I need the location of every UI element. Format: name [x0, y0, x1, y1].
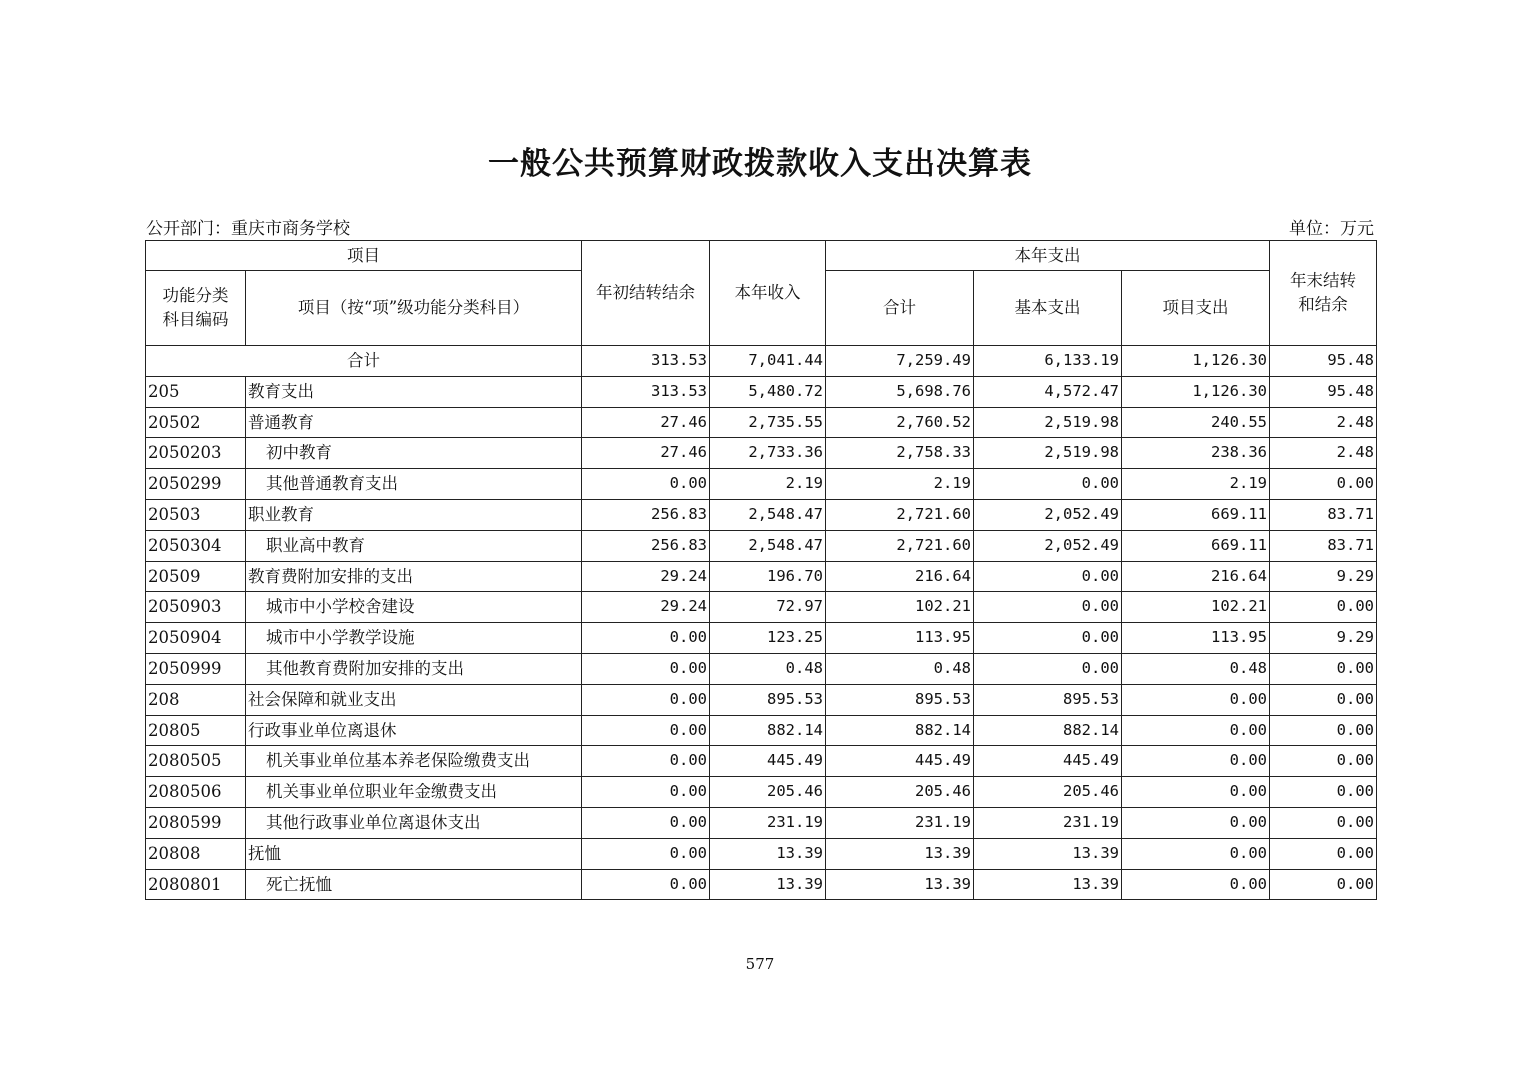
total-opening: 313.53: [582, 346, 710, 377]
row-project: 102.21: [1122, 592, 1270, 623]
row-opening: 0.00: [582, 684, 710, 715]
row-closing: 2.48: [1270, 438, 1377, 469]
row-closing: 0.00: [1270, 469, 1377, 500]
row-basic: 445.49: [974, 746, 1122, 777]
table-row: [146, 653, 1377, 684]
row-code: 2080505: [146, 746, 246, 777]
row-basic: 2,519.98: [974, 438, 1122, 469]
page-title: 一般公共预算财政拨款收入支出决算表: [488, 146, 1032, 182]
table-row: [146, 684, 1377, 715]
row-expense-total: 102.21: [826, 592, 974, 623]
row-income: 13.39: [710, 869, 826, 900]
row-opening: 0.00: [582, 623, 710, 654]
row-name: 城市中小学教学设施: [246, 623, 582, 654]
row-opening: 0.00: [582, 777, 710, 808]
row-name: 机关事业单位职业年金缴费支出: [246, 777, 582, 808]
row-name: 初中教育: [246, 438, 582, 469]
row-income: 2,548.47: [710, 499, 826, 530]
row-income: 0.48: [710, 653, 826, 684]
row-expense-total: 882.14: [826, 715, 974, 746]
row-basic: 0.00: [974, 469, 1122, 500]
row-project: 0.00: [1122, 807, 1270, 838]
row-name: 职业高中教育: [246, 530, 582, 561]
row-opening: 256.83: [582, 530, 710, 561]
row-income: 5,480.72: [710, 376, 826, 407]
row-code: 2050904: [146, 623, 246, 654]
row-basic: 0.00: [974, 653, 1122, 684]
row-expense-total: 895.53: [826, 684, 974, 715]
row-code: 2050999: [146, 653, 246, 684]
row-project: 238.36: [1122, 438, 1270, 469]
row-project: 0.00: [1122, 869, 1270, 900]
row-opening: 29.24: [582, 592, 710, 623]
row-project: 0.00: [1122, 777, 1270, 808]
row-project: 669.11: [1122, 499, 1270, 530]
table-row: [146, 777, 1377, 808]
row-basic: 4,572.47: [974, 376, 1122, 407]
table-row: [146, 561, 1377, 592]
total-basic: 6,133.19: [974, 346, 1122, 377]
row-project: 0.48: [1122, 653, 1270, 684]
table-row: [146, 715, 1377, 746]
row-project: 216.64: [1122, 561, 1270, 592]
row-name: 社会保障和就业支出: [246, 684, 582, 715]
row-expense-total: 113.95: [826, 623, 974, 654]
row-project: 240.55: [1122, 407, 1270, 438]
row-code: 20805: [146, 715, 246, 746]
row-name: 死亡抚恤: [246, 869, 582, 900]
table-row: [146, 746, 1377, 777]
row-expense-total: 205.46: [826, 777, 974, 808]
table-row: [146, 592, 1377, 623]
row-name: 城市中小学校舍建设: [246, 592, 582, 623]
page-number: 577: [745, 955, 775, 973]
row-code: 2080801: [146, 869, 246, 900]
row-closing: 83.71: [1270, 499, 1377, 530]
table-row: [146, 499, 1377, 530]
row-project: 1,126.30: [1122, 376, 1270, 407]
row-expense-total: 2.19: [826, 469, 974, 500]
header-expense-group: 本年支出: [826, 241, 1270, 271]
row-basic: 13.39: [974, 838, 1122, 869]
row-closing: 2.48: [1270, 407, 1377, 438]
total-expense: 7,259.49: [826, 346, 974, 377]
row-name: 行政事业单位离退休: [246, 715, 582, 746]
row-expense-total: 5,698.76: [826, 376, 974, 407]
row-closing: 0.00: [1270, 746, 1377, 777]
row-opening: 0.00: [582, 869, 710, 900]
row-closing: 0.00: [1270, 807, 1377, 838]
row-name: 职业教育: [246, 499, 582, 530]
row-name: 其他教育费附加安排的支出: [246, 653, 582, 684]
row-basic: 882.14: [974, 715, 1122, 746]
row-expense-total: 445.49: [826, 746, 974, 777]
row-closing: 9.29: [1270, 561, 1377, 592]
header-project-expense: 项目支出: [1122, 271, 1270, 346]
table-row: [146, 407, 1377, 438]
table-row: [146, 438, 1377, 469]
total-row: [146, 346, 1377, 377]
row-income: 445.49: [710, 746, 826, 777]
row-closing: 0.00: [1270, 684, 1377, 715]
row-project: 0.00: [1122, 838, 1270, 869]
row-name: 普通教育: [246, 407, 582, 438]
row-project: 113.95: [1122, 623, 1270, 654]
budget-table: [145, 240, 1377, 900]
row-income: 2,733.36: [710, 438, 826, 469]
row-name: 机关事业单位基本养老保险缴费支出: [246, 746, 582, 777]
row-expense-total: 2,760.52: [826, 407, 974, 438]
row-basic: 0.00: [974, 592, 1122, 623]
row-basic: 895.53: [974, 684, 1122, 715]
row-opening: 0.00: [582, 715, 710, 746]
row-closing: 0.00: [1270, 838, 1377, 869]
table-row: [146, 530, 1377, 561]
row-basic: 0.00: [974, 623, 1122, 654]
row-expense-total: 231.19: [826, 807, 974, 838]
row-income: 895.53: [710, 684, 826, 715]
row-project: 2.19: [1122, 469, 1270, 500]
table-row: [146, 469, 1377, 500]
row-opening: 0.00: [582, 746, 710, 777]
row-code: 208: [146, 684, 246, 715]
row-basic: 0.00: [974, 561, 1122, 592]
row-code: 205: [146, 376, 246, 407]
row-basic: 2,052.49: [974, 499, 1122, 530]
header-code: 功能分类 科目编码: [146, 271, 246, 346]
row-basic: 2,052.49: [974, 530, 1122, 561]
row-name: 其他普通教育支出: [246, 469, 582, 500]
row-expense-total: 13.39: [826, 838, 974, 869]
row-code: 20502: [146, 407, 246, 438]
row-expense-total: 2,721.60: [826, 499, 974, 530]
row-closing: 83.71: [1270, 530, 1377, 561]
table-row: [146, 869, 1377, 900]
row-income: 72.97: [710, 592, 826, 623]
header-closing-balance: 年末结转 和结余: [1270, 241, 1377, 346]
table-row: [146, 838, 1377, 869]
header-opening-balance: 年初结转结余: [582, 241, 710, 346]
row-opening: 256.83: [582, 499, 710, 530]
row-income: 13.39: [710, 838, 826, 869]
row-income: 231.19: [710, 807, 826, 838]
row-expense-total: 13.39: [826, 869, 974, 900]
row-expense-total: 0.48: [826, 653, 974, 684]
row-project: 669.11: [1122, 530, 1270, 561]
row-basic: 13.39: [974, 869, 1122, 900]
header-item: 项目: [146, 241, 582, 271]
row-income: 205.46: [710, 777, 826, 808]
row-closing: 95.48: [1270, 376, 1377, 407]
header-expense-total: 合计: [826, 271, 974, 346]
row-code: 2050299: [146, 469, 246, 500]
row-income: 2,548.47: [710, 530, 826, 561]
row-income: 123.25: [710, 623, 826, 654]
row-name: 教育支出: [246, 376, 582, 407]
row-income: 2,735.55: [710, 407, 826, 438]
row-expense-total: 216.64: [826, 561, 974, 592]
row-name: 抚恤: [246, 838, 582, 869]
unit-label: 单位：万元: [1289, 219, 1374, 239]
row-code: 2080506: [146, 777, 246, 808]
row-code: 2050203: [146, 438, 246, 469]
row-opening: 0.00: [582, 469, 710, 500]
total-label: 合计: [146, 346, 582, 377]
table-row: [146, 376, 1377, 407]
row-project: 0.00: [1122, 715, 1270, 746]
total-income: 7,041.44: [710, 346, 826, 377]
table-row: [146, 807, 1377, 838]
row-project: 0.00: [1122, 684, 1270, 715]
row-name: 其他行政事业单位离退休支出: [246, 807, 582, 838]
header-income: 本年收入: [710, 241, 826, 346]
row-code: 20509: [146, 561, 246, 592]
row-opening: 29.24: [582, 561, 710, 592]
department-label: 公开部门：重庆市商务学校: [146, 219, 350, 239]
row-code: 20503: [146, 499, 246, 530]
row-closing: 0.00: [1270, 777, 1377, 808]
row-basic: 205.46: [974, 777, 1122, 808]
row-income: 882.14: [710, 715, 826, 746]
table-row: [146, 623, 1377, 654]
row-income: 196.70: [710, 561, 826, 592]
row-expense-total: 2,721.60: [826, 530, 974, 561]
row-closing: 0.00: [1270, 715, 1377, 746]
row-opening: 0.00: [582, 807, 710, 838]
row-code: 20808: [146, 838, 246, 869]
row-opening: 0.00: [582, 838, 710, 869]
row-project: 0.00: [1122, 746, 1270, 777]
row-opening: 27.46: [582, 438, 710, 469]
total-closing: 95.48: [1270, 346, 1377, 377]
row-expense-total: 2,758.33: [826, 438, 974, 469]
header-basic-expense: 基本支出: [974, 271, 1122, 346]
row-opening: 313.53: [582, 376, 710, 407]
header-name: 项目（按“项”级功能分类科目）: [246, 271, 582, 346]
row-code: 2080599: [146, 807, 246, 838]
row-code: 2050304: [146, 530, 246, 561]
row-closing: 0.00: [1270, 592, 1377, 623]
row-closing: 9.29: [1270, 623, 1377, 654]
row-closing: 0.00: [1270, 869, 1377, 900]
row-basic: 231.19: [974, 807, 1122, 838]
row-code: 2050903: [146, 592, 246, 623]
row-opening: 27.46: [582, 407, 710, 438]
row-name: 教育费附加安排的支出: [246, 561, 582, 592]
total-project: 1,126.30: [1122, 346, 1270, 377]
row-closing: 0.00: [1270, 653, 1377, 684]
row-basic: 2,519.98: [974, 407, 1122, 438]
row-opening: 0.00: [582, 653, 710, 684]
row-income: 2.19: [710, 469, 826, 500]
